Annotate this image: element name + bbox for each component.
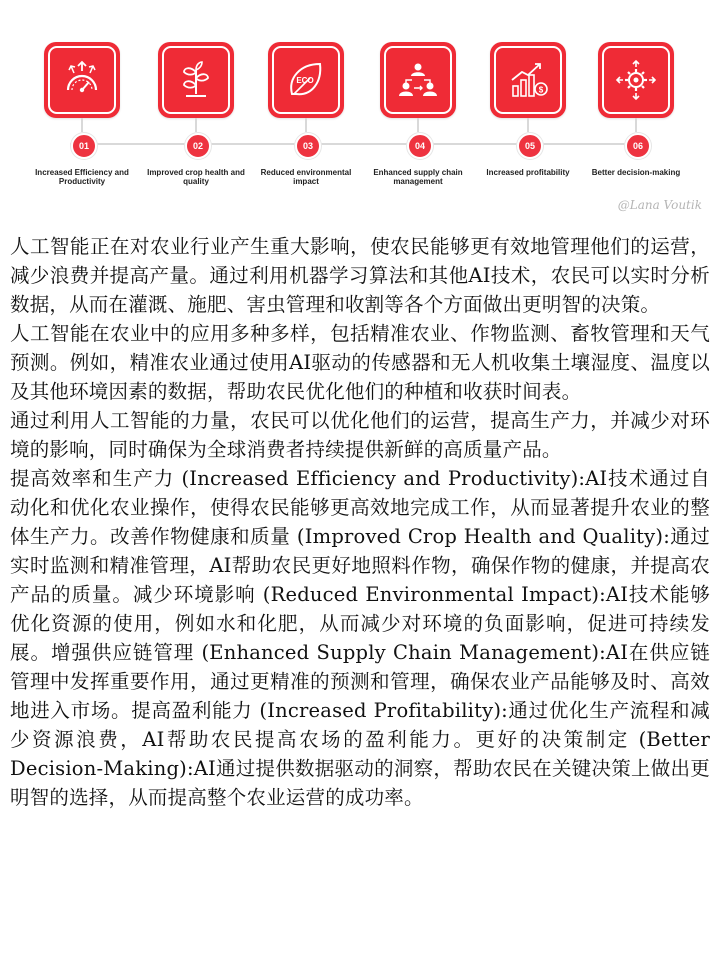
- plant-icon: [174, 58, 218, 102]
- paragraph-1: 人工智能正在对农业行业产生重大影响，使农民能够更有效地管理他们的运营，减少浪费并提高产量。通过利用机器学习算法和其他AI技术，农民可以实时分析数据，从而在灌溉、施肥、害虫管理和收割等各个方面做出更明智的决策。: [10, 235, 710, 316]
- gauge-icon: [60, 58, 104, 102]
- card-efficiency: [44, 42, 120, 118]
- growth-chart-icon: [506, 58, 550, 102]
- stem-01: [81, 118, 83, 132]
- card-environment: [268, 42, 344, 118]
- number-badge-05: 05: [517, 133, 543, 159]
- paragraph-2: 人工智能在农业中的应用多种多样，包括精准农业、作物监测、畜牧管理和天气预测。例如，精准农业通过使用AI驱动的传感器和无人机收集土壤湿度、温度以及其他环境因素的数据，帮助农民优化他们的种植和收获时间表。: [10, 322, 710, 403]
- caption-03: Reduced environmental impact: [260, 168, 352, 187]
- caption-04: Enhanced supply chain management: [373, 168, 463, 187]
- stem-04: [417, 118, 419, 132]
- caption-01: Increased Efficiency and Productivity: [35, 168, 129, 187]
- stem-05: [527, 118, 529, 132]
- number-badge-01: 01: [71, 133, 97, 159]
- stem-06: [635, 118, 637, 132]
- card-decision: [598, 42, 674, 118]
- number-badge-06: 06: [625, 133, 651, 159]
- stem-03: [305, 118, 307, 132]
- paragraph-4: 提高效率和生产力 (Increased Efficiency and Productivity):AI技术通过自动化和优化农业操作，使得农民能够更高效地完成工作，从而显著提升农业的整体生产力。改善作物健康和质量 (Improved Crop Health and Quality):通过实时监测和精准管理，AI帮助农民更好地照料作物，确保作物的健康，并提高农产品的质量。减少环境影响 (Reduced Environmental Impact):AI技术能够优化资源的使用，例如水和化肥，从而减少对环境的负面影响，促进可持续发展。增强供应链管理 (Enhanced Supply Chain Management):AI在供应链管理中发挥重要作用，通过更精准的预测和管理，确保农业产品能够及时、高效地进入市场。提高盈利能力 (Increased Profitability):通过优化生产流程和减少资源浪费，AI帮助农民提高农场的盈利能力。更好的决策制定 (Better Decision-Making):AI通过提供数据驱动的洞察，帮助农民在关键决策上做出更明智的选择，从而提高整个农业运营的成功率。: [10, 467, 710, 809]
- card-crop-health: [158, 42, 234, 118]
- caption-02: Improved crop health and quality: [147, 168, 245, 187]
- caption-06: Better decision-making: [591, 168, 681, 177]
- eco-leaf-icon: [284, 58, 328, 102]
- article-body: [10, 232, 710, 812]
- paragraph-3: 通过利用人工智能的力量，农民可以优化他们的运营，提高生产力，并减少对环境的影响，同时确保为全球消费者持续提供新鲜的高质量产品。: [10, 409, 710, 461]
- number-badge-03: 03: [295, 133, 321, 159]
- card-supply-chain: [380, 42, 456, 118]
- stem-02: [195, 118, 197, 132]
- card-profitability: [490, 42, 566, 118]
- caption-05: Increased profitability: [486, 168, 570, 177]
- timeline-line: [70, 143, 640, 145]
- number-badge-02: 02: [185, 133, 211, 159]
- network-people-icon: [396, 58, 440, 102]
- decision-gear-icon: [614, 58, 658, 102]
- eco-label: ECO: [296, 76, 314, 85]
- author-credit: @Lana Voutik: [617, 198, 702, 212]
- number-badge-04: 04: [407, 133, 433, 159]
- coin-label: $: [538, 85, 544, 95]
- benefits-infographic: [0, 0, 720, 225]
